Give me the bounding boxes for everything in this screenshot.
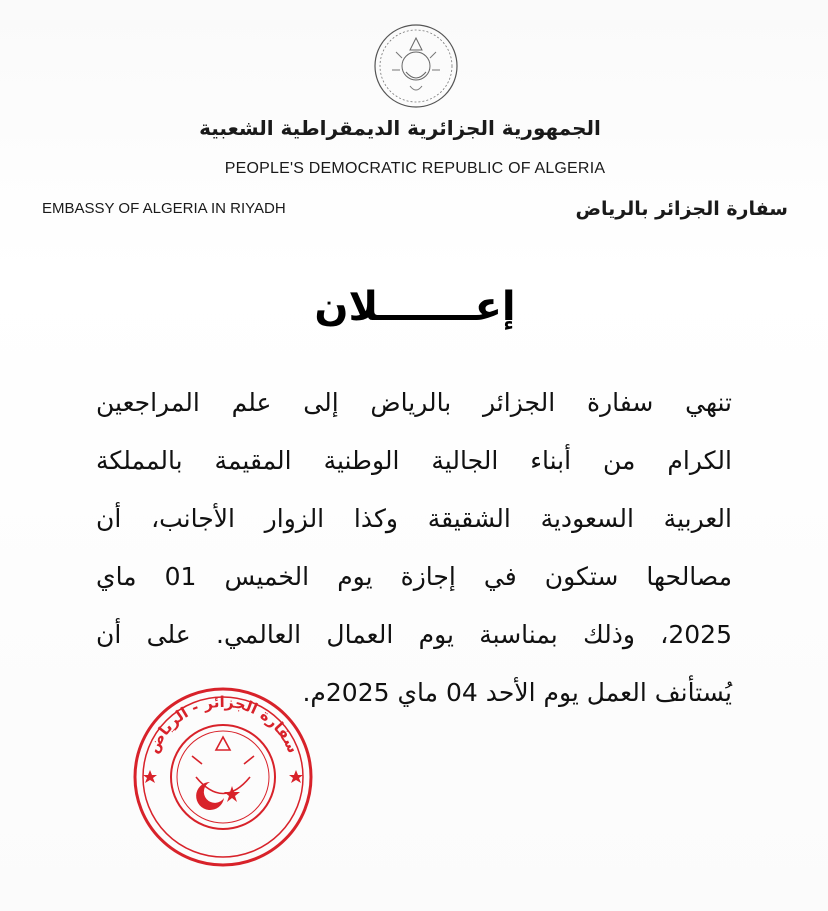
embassy-name-english: EMBASSY OF ALGERIA IN RIYADH	[42, 200, 286, 217]
announcement-body	[96, 374, 732, 722]
republic-title-english: PEOPLE'S DEMOCRATIC REPUBLIC OF ALGERIA	[224, 160, 606, 177]
announcement-line: مصالحها ستكون في إجازة يوم الخميس 01 ماي	[96, 562, 732, 591]
official-stamp-icon	[128, 682, 318, 872]
announcement-line: 2025، وذلك بمناسبة يوم العمال العالمي. على أن	[96, 620, 732, 649]
algeria-emblem-icon	[372, 22, 460, 110]
stamp-text: سفارة الجزائر - الرياض	[143, 692, 303, 756]
announcement-line: يُستأنف العمل يوم الأحد 04 ماي 2025م.	[302, 678, 732, 707]
embassy-name-arabic: سفارة الجزائر بالرياض	[575, 198, 788, 220]
announcement-line: العربية السعودية الشقيقة وكذا الزوار الأجانب، أن	[96, 504, 732, 533]
announcement-line: تنهي سفارة الجزائر بالرياض إلى علم المراجعين	[96, 388, 732, 417]
announcement-title: إعـــــــلان	[314, 284, 516, 330]
announcement-line: الكرام من أبناء الجالية الوطنية المقيمة بالمملكة	[96, 446, 732, 475]
republic-title-arabic: الجمهورية الجزائرية الديمقراطية الشعبية	[199, 116, 601, 140]
